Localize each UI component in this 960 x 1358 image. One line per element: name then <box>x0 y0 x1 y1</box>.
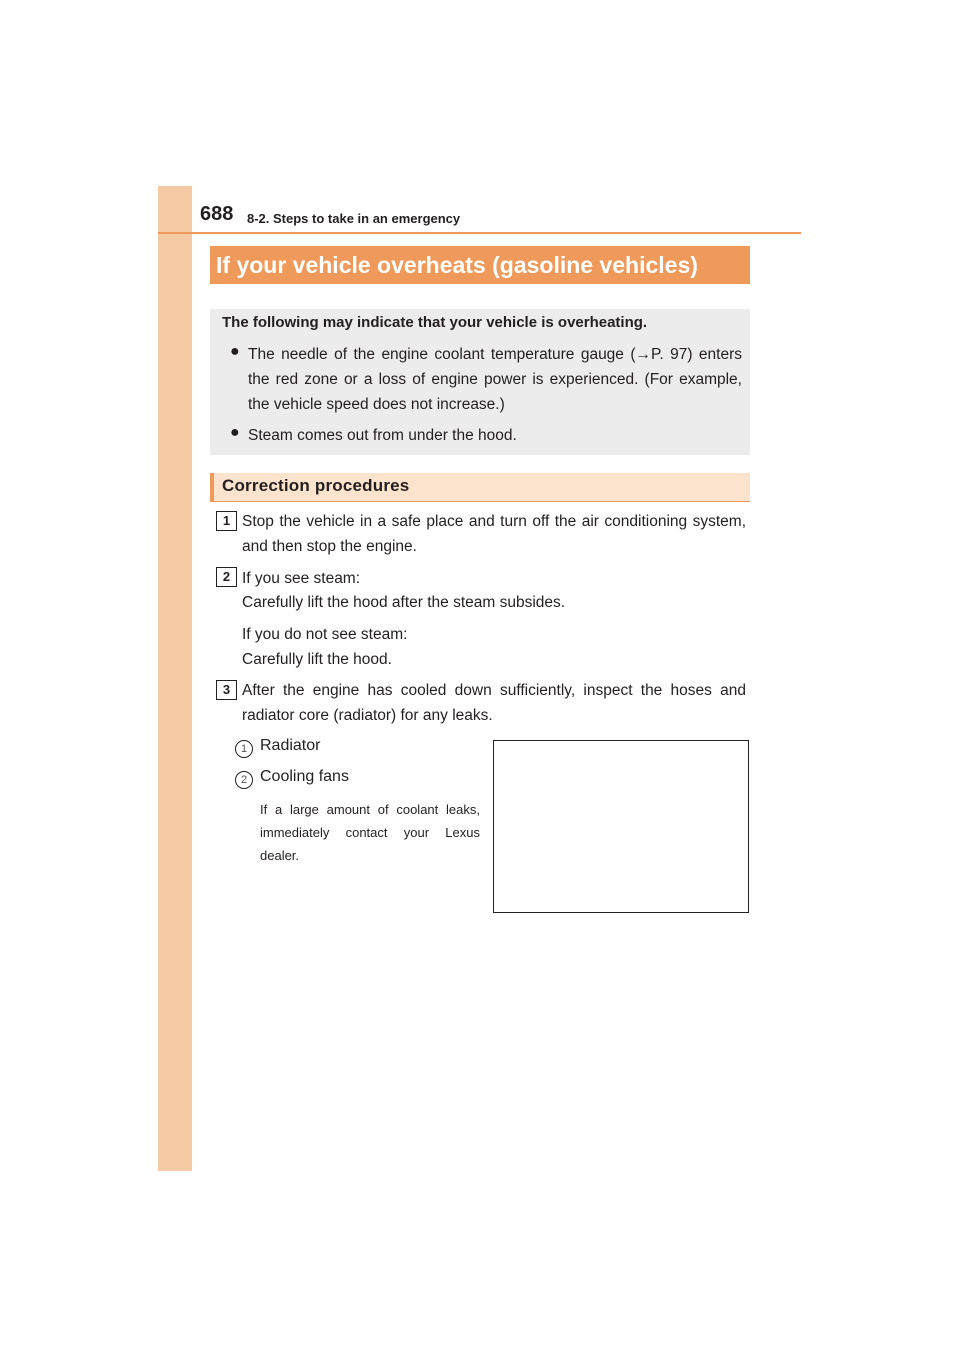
step-text: If you see steam: <box>242 570 361 587</box>
subhead-accent <box>210 473 214 502</box>
callout-number-icon: 2 <box>235 771 253 789</box>
step-number-badge: 3 <box>216 680 237 700</box>
step-text: If you do not see steam: <box>242 626 408 643</box>
chapter-side-tab <box>158 186 192 1171</box>
symptom-item: The needle of the engine coolant temperature gauge (→P. 97) enters the red zone or a loss of engine power is experienced. (For example, the vehicle speed does not increase.) <box>248 346 742 413</box>
bullet-icon: ● <box>230 424 240 441</box>
callout-number-icon: 1 <box>235 740 253 758</box>
step-text: After the engine has cooled down sufficiently, inspect the hoses and radiator core (radiator) for any leaks. <box>242 682 746 724</box>
callout-label: Cooling fans <box>260 768 349 785</box>
page-title: If your vehicle overheats (gasoline vehicles) <box>210 246 750 284</box>
correction-procedures-heading <box>210 473 750 502</box>
coolant-leak-note: If a large amount of coolant leaks, immediately contact your Lexus dealer. <box>260 802 480 863</box>
step-text: Stop the vehicle in a safe place and turn off the air conditioning system, and then stop the engine. <box>242 513 746 555</box>
callout-label: Radiator <box>260 737 321 754</box>
subhead-text: Correction procedures <box>222 476 410 495</box>
symptoms-box <box>210 309 750 455</box>
step-number-badge: 1 <box>216 511 237 531</box>
header-rule <box>158 232 801 234</box>
page-number: 688 <box>200 203 234 225</box>
section-label: 8-2. Steps to take in an emergency <box>247 211 461 226</box>
step-text: Carefully lift the hood after the steam subsides. <box>242 594 566 611</box>
symptom-item: Steam comes out from under the hood. <box>248 427 517 444</box>
radiator-illustration-frame <box>493 740 749 913</box>
bullet-icon: ● <box>230 343 240 360</box>
step-number-badge: 2 <box>216 567 237 587</box>
step-text: Carefully lift the hood. <box>242 651 392 668</box>
symptoms-heading: The following may indicate that your vehicle is overheating. <box>222 314 648 331</box>
